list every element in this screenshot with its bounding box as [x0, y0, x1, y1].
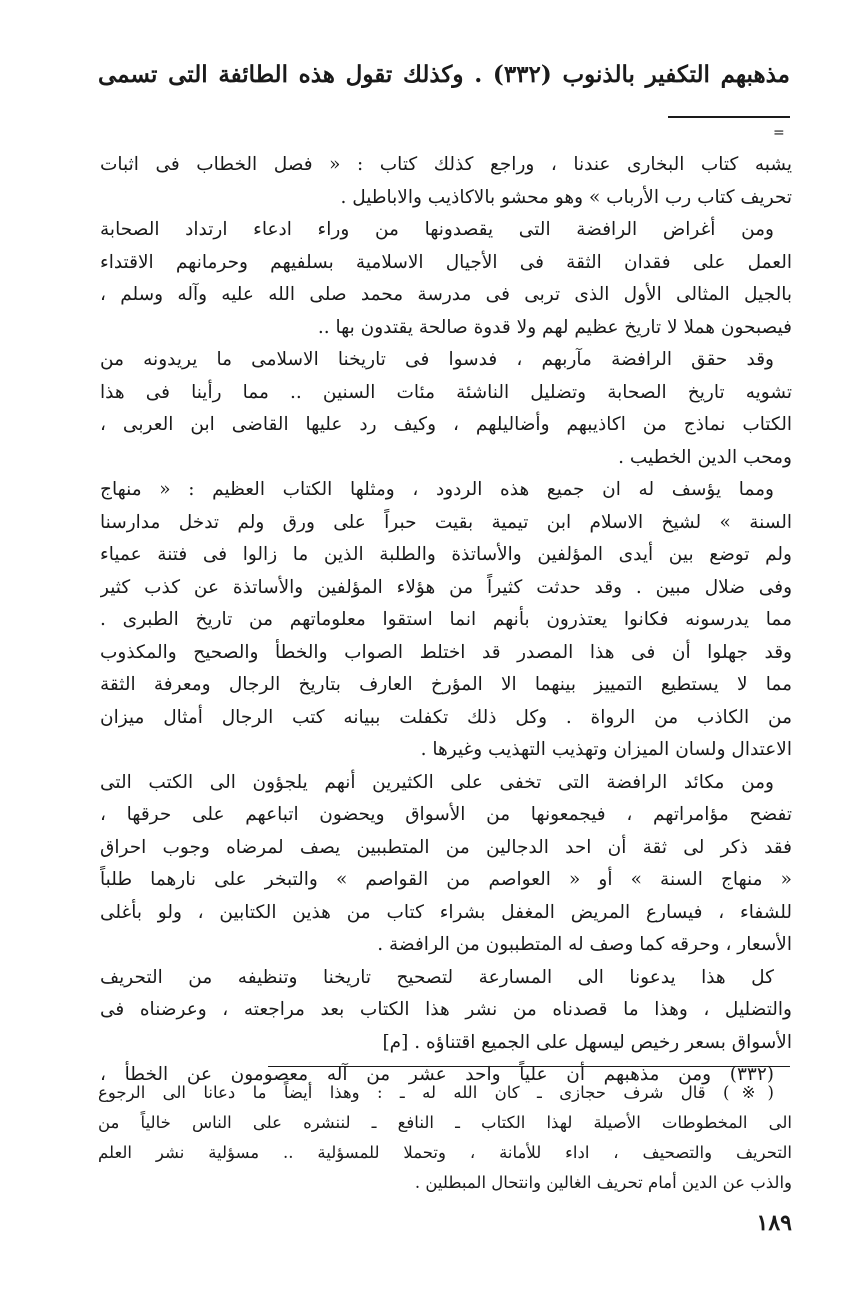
text-line: الكتاب نماذج من اكاذيبهم وأضاليلهم ، وكيف رد عليها القاضى ابن العربى ، — [100, 414, 792, 435]
running-header: مذهبهم التكفير بالذنوب (٣٣٢) . وكذلك تقول هذه الطائفة التى تسمى — [98, 61, 790, 88]
text-line: العمل على فقدان الثقة فى الأجيال الاسلامية بسلفيهم وحرمانهم الاقتداء — [100, 251, 792, 273]
text-line: وقد جهلوا أن فى هذا المصدر قد اختلط الصواب والخطأ والصحيح والمكذوب — [100, 641, 792, 663]
text-line: بالجيل المثالى الأول الذى تربى فى مدرسة محمد صلى الله عليه وآله وسلم ، — [100, 284, 792, 305]
text-line: فيصبحون هملا لا تاريخ عظيم لهم ولا قدوة صالحة يقتدون بها .. — [317, 316, 792, 338]
footnote-332-line: (٣٣٢) ومن مذهبهم أن علياً واحد عشر من آله معصومون عن الخطأ ، — [100, 1064, 774, 1085]
page-number: ١٨٩ — [756, 1210, 792, 1236]
text-line: فقد ذكر لى ثقة أن احد الدجالين من المتطببين يصف لمرضاه وجوب احراق — [100, 836, 792, 858]
footnote-line: والذب عن الدين أمام تحريف الغالين وانتحال المبطلين . — [414, 1173, 792, 1192]
text-line: الأسعار ، وحرقه كما وصف له المتطببون من الرافضة . — [377, 934, 792, 955]
footnote-line: التحريف والتصحيف ، اداء للأمانة ، وتحملا للمسؤلية .. مسؤلية نشر العلم — [98, 1143, 792, 1162]
text-line: السنة » لشيخ الاسلام ابن تيمية بقيت حبراً على ورق ولم تدخل مدارسنا — [100, 511, 792, 533]
text-line: تحريف كتاب رب الأرباب » وهو محشو بالاكاذيب والاباطيل . — [340, 186, 792, 208]
text-line: مما يدرسونه فكانوا يعتذرون بأنهم انما استقوا معلوماتهم من تاريخ الطبرى . — [100, 609, 792, 630]
footnote-line: الى المخطوطات الأصيلة لهذا الكتاب ـ النافع ـ لننشره على الناس خالياً من — [98, 1113, 792, 1132]
text-line: وفى ضلال مبين . وقد حدثت كثيراً من هؤلاء المؤلفين والأساتذة عن كذب كثير — [100, 576, 792, 598]
text-line: ومن أغراض الرافضة التى يقصدونها من وراء ادعاء ارتداد الصحابة — [100, 219, 774, 240]
text-line: كل هذا يدعونا الى المسارعة لتصحيح تاريخنا وتنظيفه من التحريف — [100, 966, 774, 988]
text-line: للشفاء ، فيسارع المريض المغفل بشراء كتاب من هذين الكتابين ، ولو بأغلى — [100, 901, 792, 923]
footnote-rule — [268, 1066, 790, 1067]
text-line: من الكاذب من الرواة . وكل ذلك تكفلت ببيانه كتب الرجال أمثال ميزان — [100, 706, 792, 728]
text-line: الاعتدال ولسان الميزان وتهذيب التهذيب وغيرها . — [420, 739, 792, 760]
text-line: مما لا يستطيع التمييز بينهما الا المؤرخ العارف بتاريخ الرجال ومعرفة الثقة — [100, 674, 792, 695]
text-line: الأسواق بسعر رخيص ليسهل على الجميع اقتناؤه . [م] — [382, 1031, 792, 1053]
main-text — [100, 149, 792, 1092]
text-line: يشبه كتاب البخارى عندنا ، وراجع كذلك كتاب : « فصل الخطاب فى اثبات — [100, 154, 792, 175]
text-line: والتضليل ، وهذا ما قصدناه من نشر هذا الكتاب بعد مراجعته ، وعرضناه فى — [100, 999, 792, 1020]
text-line: « منهاج السنة » أو « العواصم من القواصم » والتبخر على نارهما طلباً — [100, 869, 792, 890]
text-line: تفضح مؤامراتهم ، فيجمعونها من الأسواق ويحضون اتباعهم على حرقها ، — [100, 804, 792, 825]
text-line: ومما يؤسف له ان جميع هذه الردود ، ومثلها الكتاب العظيم : « منهاج — [100, 479, 774, 500]
footnote-continuation-mark: = — [773, 125, 785, 141]
footnote-line: (※) قال شرف حجازى ـ كان الله له ـ : وهذا أيضاً ما دعانا الى الرجوع — [98, 1083, 774, 1102]
header-rule — [668, 116, 790, 118]
text-line: تشويه تاريخ الصحابة وتضليل الناشئة مئات السنين .. مما رأينا فى هذا — [100, 381, 792, 403]
text-line: ومن مكائد الرافضة التى تخفى على الكثيرين أنهم يلجؤون الى الكتب التى — [100, 771, 774, 793]
footnotes — [98, 1078, 792, 1198]
text-line: وقد حقق الرافضة مآربهم ، فدسوا فى تاريخنا الاسلامى ما يريدونه من — [100, 349, 774, 370]
text-line: ومحب الدين الخطيب . — [618, 446, 792, 468]
text-line: ولم توضع بين أيدى المؤلفين والأساتذة والطلبة الذين ما زالوا فى فتنة عمياء — [100, 544, 792, 565]
